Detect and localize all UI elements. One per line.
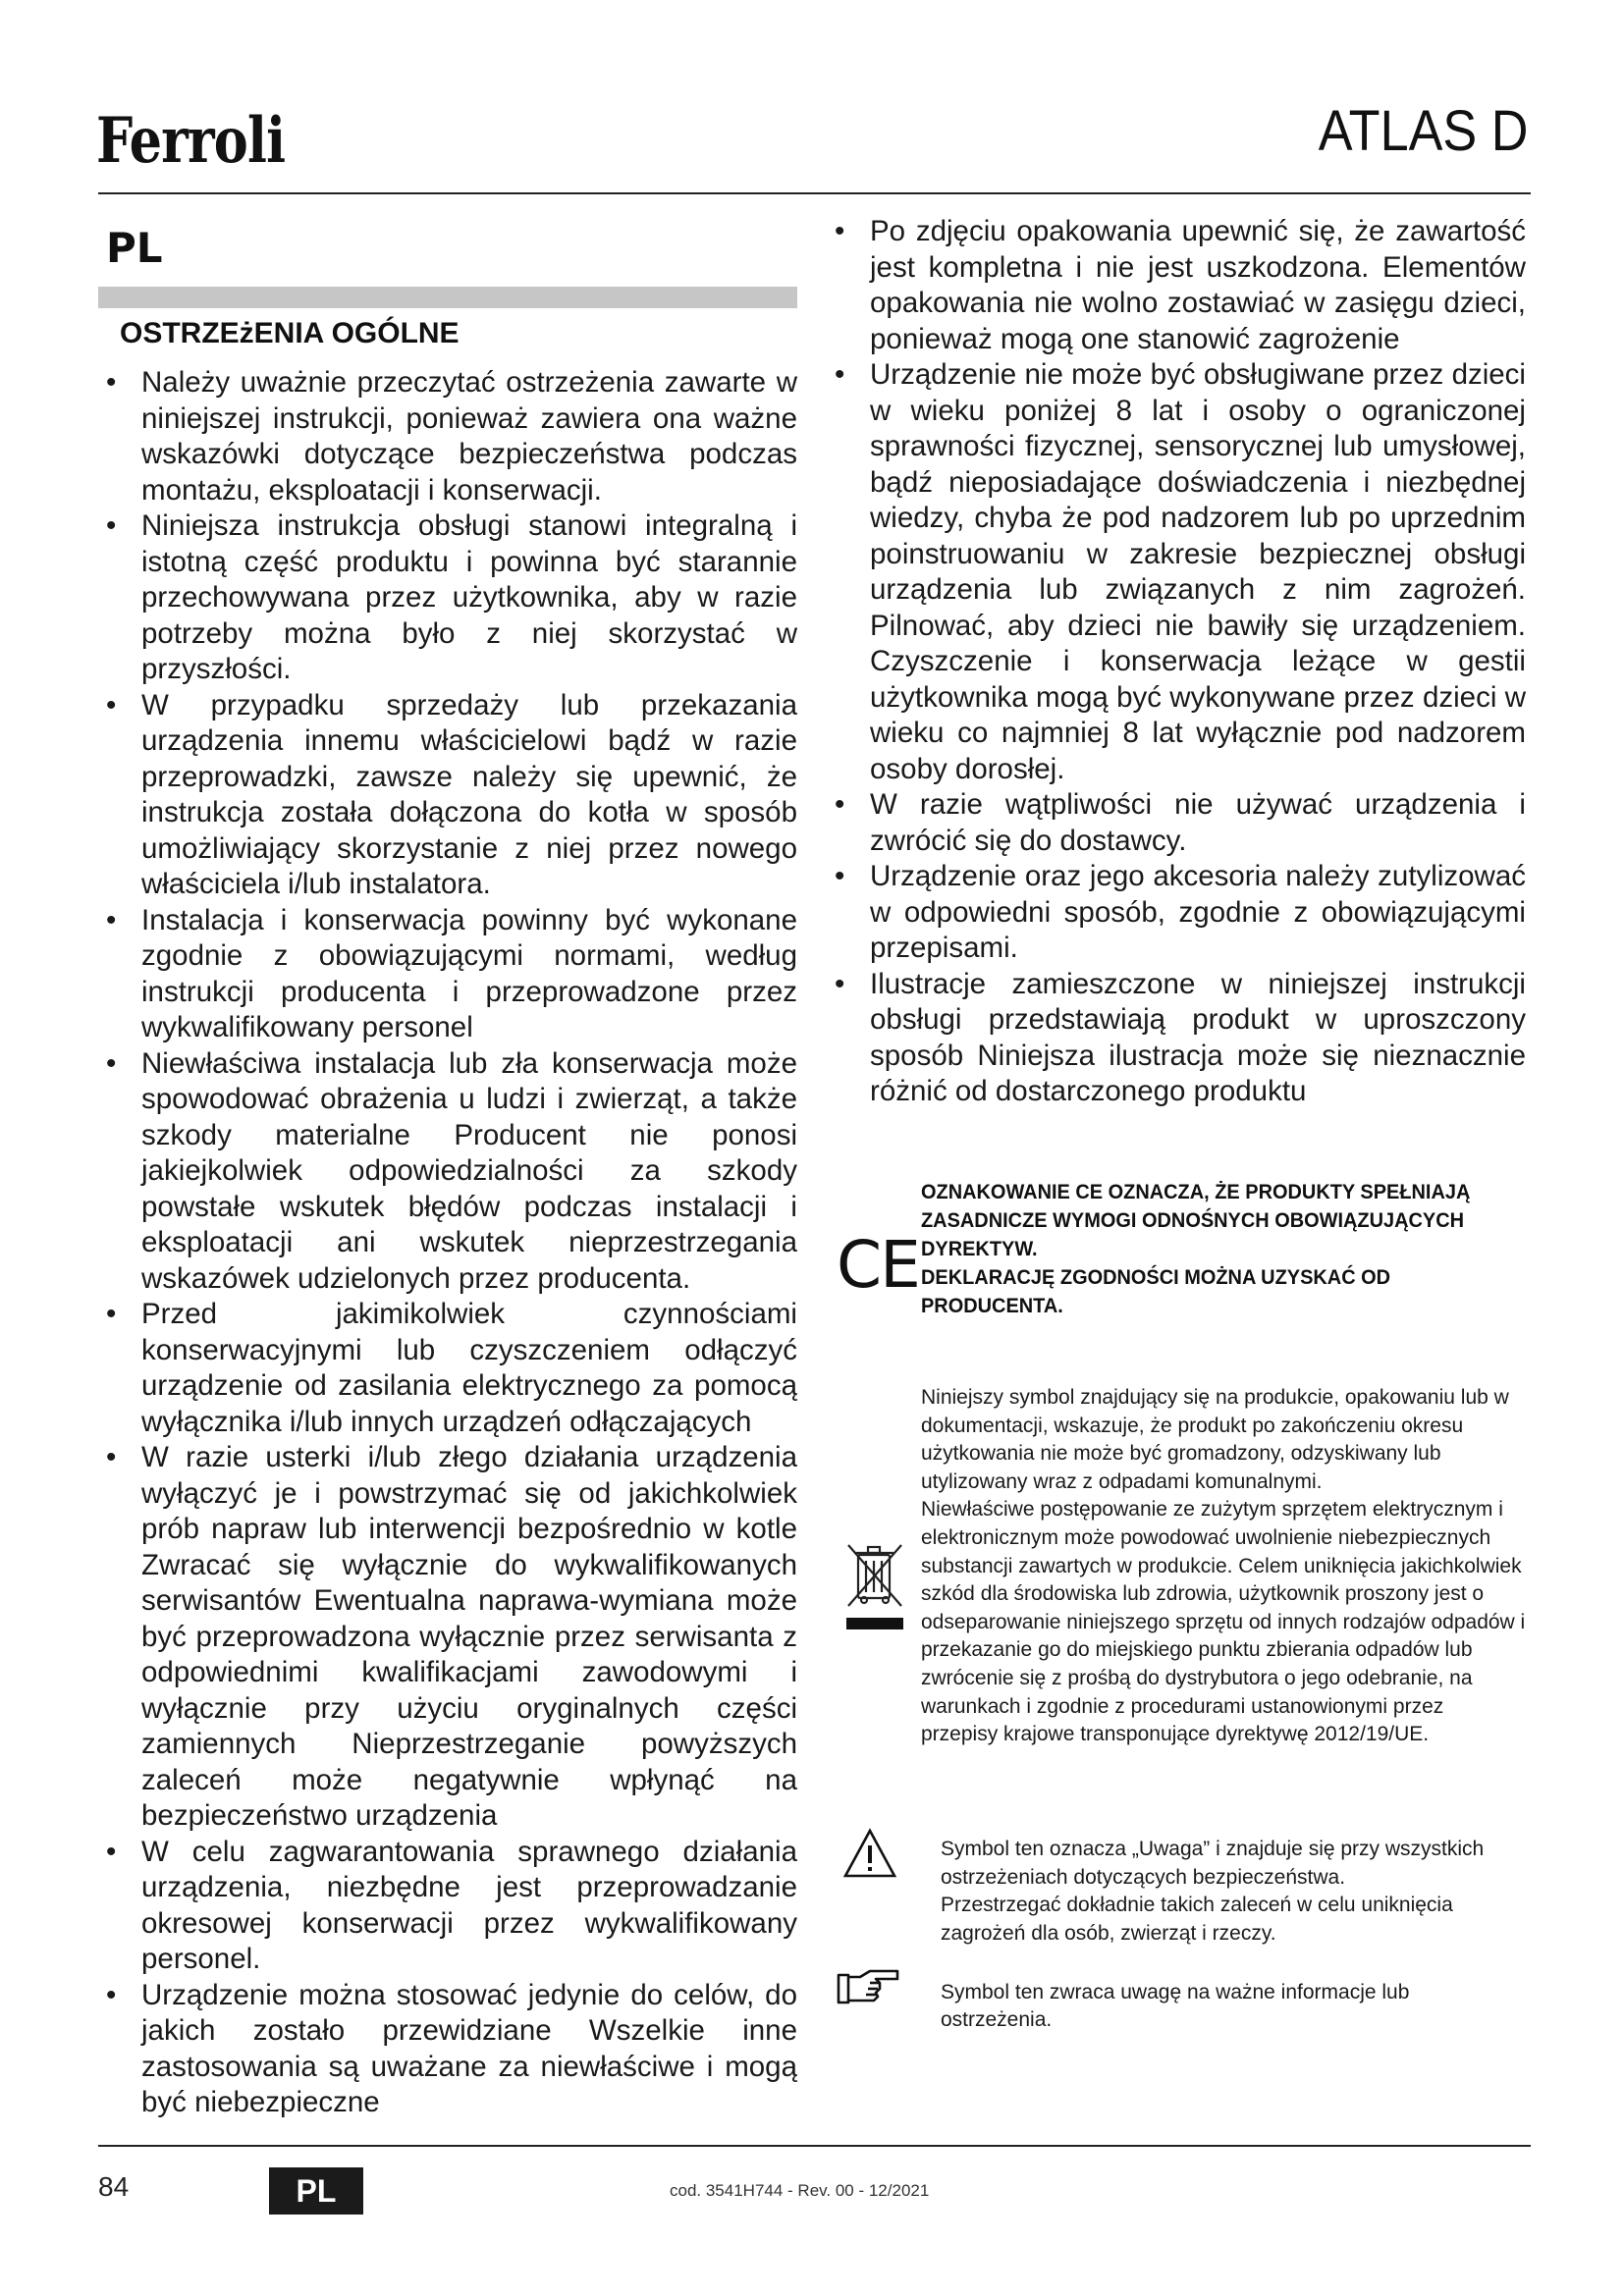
right-bullet-list bbox=[827, 214, 1526, 1110]
list-item: • Ilustracje zamieszczone w niniejszej instrukcji obsługi przedstawiają produkt w uproszczony sposób Niniejsza ilustracja może się nieznacznie różnić od dostarczonego produktu bbox=[827, 967, 1526, 1110]
ce-line-1: OZNAKOWANIE CE OZNACZA, ŻE PRODUKTY SPEŁNIAJĄ ZASADNICZE WYMOGI ODNOŚNYCH OBOWIĄZUJĄCYCH DYREKTYW. bbox=[921, 1181, 1471, 1260]
footer-divider bbox=[98, 2145, 1531, 2147]
model-title: ATLAS D bbox=[1318, 99, 1528, 163]
page-number: 84 bbox=[98, 2171, 130, 2202]
list-item: • Instalacja i konserwacja powinny być wykonane zgodnie z obowiązującymi normami, według instrukcji producenta i przeprowadzone przez wykwalifikowany personel bbox=[98, 903, 797, 1046]
header-divider bbox=[98, 192, 1531, 194]
list-item: • Przed jakimikolwiek czynnościami konserwacyjnymi lub czyszczeniem odłączyć urządzenie od zasilania elektrycznego za pomocą wyłącznika i/lub innych urządzeń odłączających bbox=[98, 1297, 797, 1440]
crossed-bin-icon bbox=[844, 1541, 903, 1640]
list-item: • Należy uważnie przeczytać ostrzeżenia zawarte w niniejszej instrukcji, ponieważ zawiera ona ważne wskazówki dotyczące bezpieczeństwa podczas montażu, eksploatacji i konserwacji. bbox=[98, 365, 797, 508]
weee-paragraph-1: Niniejszy symbol znajdujący się na produkcie, opakowaniu lub w dokumentacji, wskazuje, że produkt po zakończeniu okresu użytkowania nie może być gromadzony, odzyskiwany lub utylizowany wraz z odpadami komunalnymi. bbox=[921, 1386, 1509, 1493]
list-item: • W przypadku sprzedaży lub przekazania urządzenia innemu właścicielowi bądź w razie przeprowadzki, zawsze należy się upewnić, że instrukcja została dołączona do kotła w sposób umożliwiający skorzystanie z niej przez nowego właściciela i/lub instalatora. bbox=[98, 688, 797, 903]
list-item: • Niniejsza instrukcja obsługi stanowi integralną i istotną część produktu i powinna być starannie przechowywana przez użytkownika, aby w razie potrzeby można było z niej skorzystać w przyszłości. bbox=[98, 508, 797, 688]
left-bullet-list bbox=[98, 365, 797, 2121]
list-item: • W razie usterki i/lub złego działania urządzenia wyłączyć je i powstrzymać się od jakichkolwiek prób napraw lub interwencji bezpośrednio w kotle Zwracać się wyłącznie do wykwalifikowanych serwisantów Ewentualna naprawa-wymiana może być przeprowadzona wyłącznie przez serwisanta z odpowiednimi kwalifikacjami zawodowymi i wyłącznie przy użyciu oryginalnych części zamiennych Nieprzestrzeganie powyższych zaleceń może negatywnie wpłynąć na bezpieczeństwo urządzenia bbox=[98, 1440, 797, 1835]
ce-text bbox=[921, 1178, 1495, 1320]
section-title: OSTRZEżENIA OGÓLNE bbox=[120, 317, 460, 349]
ce-mark-icon: CE bbox=[837, 1227, 919, 1303]
list-item: • Urządzenie nie może być obsługiwane przez dzieci w wieku poniżej 8 lat i osoby o ograniczonej sprawności fizycznej, sensorycznej lub umysłowej, bądź nieposiadające doświadczenia i niezbędnej wiedzy, chyba że pod nadzorem lub po uprzednim poinstruowaniu w zakresie bezpiecznej obsługi urządzenia lub związanych z nim zagrożeń. Pilnować, aby dzieci nie bawiły się urządzeniem. Czyszczenie i konserwacja leżące w gestii użytkownika mogą być wykonywane przez dzieci w wieku co najmniej 8 lat wyłącznie pod nadzorem osoby dorosłej. bbox=[827, 357, 1526, 787]
list-item: • W celu zagwarantowania sprawnego działania urządzenia, niezbędne jest przeprowadzanie okresowej konserwacji przez wykwalifikowany personel. bbox=[98, 1835, 797, 1978]
note-text: Symbol ten zwraca uwagę na ważne informacje lub ostrzeżenia. bbox=[941, 1981, 1410, 2031]
list-item: • Urządzenie można stosować jedynie do celów, do jakich zostało przewidziane Wszelkie inne zastosowania są uważane za niewłaściwe i mogą być niebezpieczne bbox=[98, 1978, 797, 2121]
weee-paragraph-2: Niewłaściwe postępowanie ze zużytym sprzętem elektrycznym i elektronicznym może powodować uwolnienie niebezpiecznych substancji zawartych w produkcie. Celem uniknięcia jakichkolwiek szkód dla środowiska lub zdrowia, użytkownik proszony jest o odseparowanie niniejszego sprzętu od innych rodzajów odpadów i przekazanie go do miejskiego punktu zbierania odpadów lub zwrócenie się z prośbą do dystrybutora o jego odebranie, na warunkach i zgodnie z procedurami ustanowionymi przez przepisy krajowe transponujące dyrektywę 2012/19/UE. bbox=[921, 1498, 1526, 1746]
weee-text bbox=[921, 1384, 1526, 1749]
ce-line-2: DEKLARACJĘ ZGODNOŚCI MOŻNA UZYSKAĆ OD PRODUCENTA. bbox=[921, 1266, 1391, 1317]
pointing-hand-icon bbox=[837, 1967, 901, 2013]
warning-text bbox=[941, 1836, 1520, 1948]
warning-line-1: Symbol ten oznacza „Uwaga” i znajduje się przy wszystkich ostrzeżeniach dotyczących bezpieczeństwa. bbox=[941, 1838, 1485, 1889]
warning-line-2: Przestrzegać dokładnie takich zaleceń w celu uniknięcia zagrożeń dla osób, zwierząt i rzeczy. bbox=[941, 1894, 1453, 1945]
list-item: • Niewłaściwa instalacja lub zła konserwacja może spowodować obrażenia u ludzi i zwierząt, a także szkody materialne Producent nie ponosi jakiejkolwiek odpowiedzialności za szkody powstałe wskutek błędów podczas instalacji i eksploatacji ani wskutek nieprzestrzegania wskazówek udzielonych przez producenta. bbox=[98, 1046, 797, 1298]
warning-triangle-icon bbox=[842, 1828, 897, 1884]
language-title: PL bbox=[106, 224, 163, 272]
section-bar bbox=[98, 287, 797, 308]
list-item: • Urządzenie oraz jego akcesoria należy zutylizować w odpowiedni sposób, zgodnie z obowiązującymi przepisami. bbox=[827, 859, 1526, 967]
brand-logo: Ferroli bbox=[96, 104, 286, 178]
list-item: • Po zdjęciu opakowania upewnić się, że zawartość jest kompletna i nie jest uszkodzona. Elementów opakowania nie wolno zostawiać w zasięgu dzieci, ponieważ mogą one stanowić zagrożenie bbox=[827, 214, 1526, 357]
document-code: cod. 3541H744 - Rev. 00 - 12/2021 bbox=[670, 2181, 930, 2200]
list-item: • W razie wątpliwości nie używać urządzenia i zwrócić się do dostawcy. bbox=[827, 787, 1526, 859]
language-badge: PL bbox=[269, 2167, 363, 2215]
